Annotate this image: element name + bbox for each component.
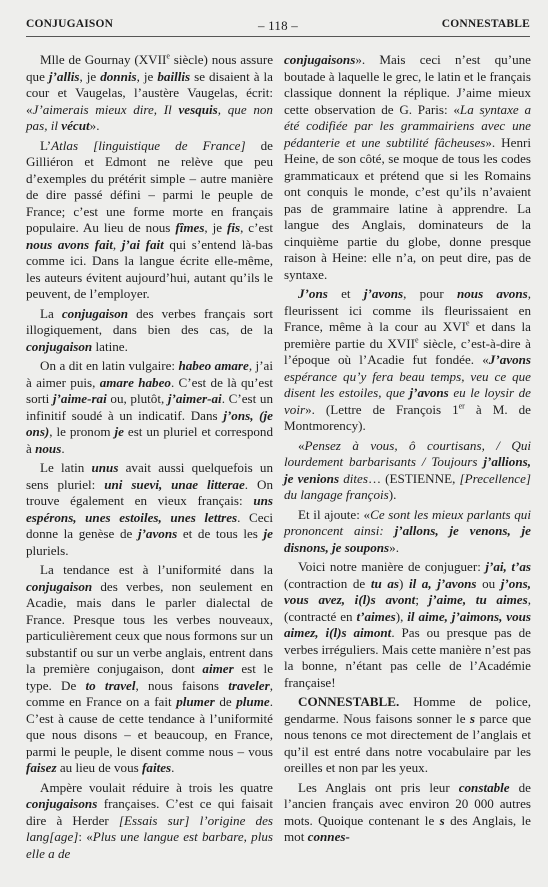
header-left-entry: CONJUGAISON (26, 18, 114, 30)
paragraph: Mlle de Gournay (XVIIe siècle) nous assure que j’allis, je donnis, je baillis se disaient à la cour et Vaugelas, l’austère Vaugelas, écrit: «J’aimerais mieux dire, Il vesquis, que non pas, il vécut». (26, 51, 273, 133)
paragraph: La tendance est à l’uniformité dans la conjugaison des verbes, non seulement en Acadie, mais dans le parler dialectal de France. Presque tous les verbes nouveaux, particulièrement ceux que nous formons sur un substantif ou sur un verbe anglais, entrent dans la première conjugaison, dont aimer est le type. De to travel, nous faisons traveler, comme en France on a fait plumer de plume. C’est à cause de cette tendance à l’uniformité que nous disons – et beaucoup, en France, parmi le peuple, le disent comme nous – vous faisez au lieu de vous faites. (26, 562, 273, 775)
paragraph: Voici notre manière de conjuguer: j’ai, t’as (contraction de tu as) il a, j’avons ou j’ons, vous avez, i(l)s avont; j’aime, tu aimes, (contracté en t’aimes), il aime, j’aimons, vous aimez, i(l)s aimont. Pas ou presque pas de verbes irréguliers. Mais cette manière n’est pas la bonne, n’étant pas celle de l’Académie française! (284, 559, 531, 690)
paragraph: Ampère voulait réduire à trois les quatre conjugaisons françaises. C’est ce qui faisait dire à Herder [Essais sur] l’origine des lang[age]: «Plus une langue est barbare, plus elle a de (26, 779, 273, 861)
paragraph: Les Anglais ont pris leur constable de l’ancien français avec environ 20 000 autres mots. Quoique contenant le s des Anglais, le mot connes- (284, 779, 531, 844)
right-column (284, 52, 531, 849)
page-number: – 118 – (258, 18, 298, 33)
paragraph: conjugaisons». Mais ceci n’est qu’une boutade à laquelle le grec, le latin et le français classique donnent la réplique. J’aime mieux cette observation de G. Paris: «La syntaxe a été codifiée par les grammairiens avec une pédanterie et une subtilité fâcheuses». Henri Heine, de son côté, se moque de tous les codes grammaticaux et prétend que si les Romains ont conquis le monde, c’est qu’ils n’avaient pas de grammaire latine à apprendre. La langue des Anglais, dominateurs de la cinquième partie du globe, donne presque raison à Heine: elle n’a, on peut dire, pas de syntaxe. (284, 52, 531, 282)
paragraph: J’ons et j’avons, pour nous avons, fleurissent ici comme ils fleurissaient en France, même à la cour au XVIe et dans la première partie du XVIIe siècle, c’est-à-dire à l’époque où l’Acadie fut fondée. «J’avons espérance qu’y fera beau temps, veu ce que disent les estoiles, que j’avons eu le loysir de voir». (Lettre de François 1er à M. de Montmorency). (284, 286, 531, 433)
header-rule (26, 36, 530, 37)
paragraph: L’Atlas [linguistique de France] de Gilliéron et Edmont ne relève que peu d’exemples du prétérit simple – autre manière de dire passé défini – parmi le peuple de France; c’est une forme morte en français populaire. Au lieu de nous fîmes, je fis, c’est nous avons fait, j’ai fait qui s’entend là-bas comme ici. Dans la langue écrite elle-même, les auteurs évitent aujourd’hui, autant qu’ils le peuvent, de l’employer. (26, 137, 273, 301)
running-header (26, 18, 530, 36)
entry-connestable: CONNESTABLE. Homme de police, gendarme. Nous faisons sonner le s parce que nous tenons ce mot directement de l’anglais et qu’il est entré dans notre vocabulaire par les oreilles et non par les yeux. (284, 694, 532, 775)
paragraph: La conjugaison des verbes français sort illogiquement, dans bien des cas, de la conjugaison latine. (26, 305, 273, 354)
paragraph: On a dit en latin vulgaire: habeo amare, j’ai à aimer puis, amare habeo. C’est de là qu’est sorti j’aime-rai ou, plutôt, j’aimer-ai. C’est un infinitif soudé à un indicatif. Dans j’ons, (je ons), le pronom je est un pluriel et correspond à nous. (26, 358, 274, 456)
header-right-entry: CONNESTABLE (441, 18, 530, 30)
paragraph: «Pensez à vous, ô courtisans, / Qui lourdement barbarisants / Toujours j’allions, je venions dites… (ESTIENNE, [Precellence] du langage françois). (284, 437, 531, 502)
paragraph: Le latin unus avait aussi quelquefois un sens pluriel: uni suevi, unae litterae. On trouve également en vieux français: uns espérons, unes estoiles, unes lettres. Ceci donne la genèse de j’avons et de tous les je pluriels. (26, 460, 273, 558)
paragraph: Et il ajoute: «Ce sont les mieux parlants qui prononcent ainsi: j’allons, je venons, je disnons, je soupons». (284, 506, 531, 555)
left-column (26, 52, 273, 865)
